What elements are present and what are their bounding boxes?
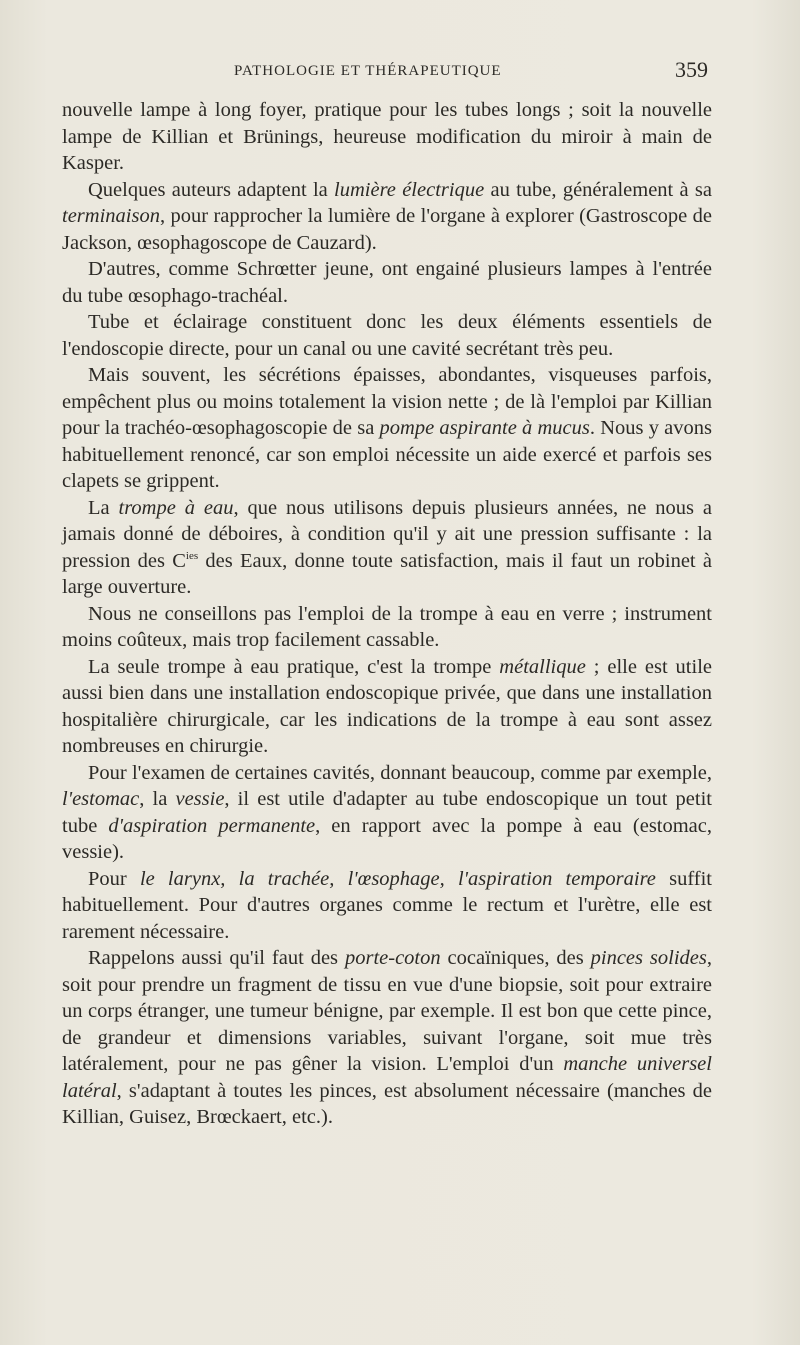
text-run: , il est utile d'adapter au tube endoscopique un tout petit tube bbox=[62, 788, 712, 837]
italic-run: vessie bbox=[175, 788, 225, 810]
text-run: Pour bbox=[88, 867, 140, 890]
italic-run: pompe aspirante à mucus bbox=[379, 417, 590, 439]
text-run: , pour rapprocher la lumière de l'organe à explorer (Gastroscope de Jackson, œsophagoscope de Cauzard). bbox=[62, 205, 712, 254]
text-run: D'autres, comme Schrœtter jeune, ont engainé plusieurs lampes à l'entrée du tube œsophago-trachéal. bbox=[62, 258, 712, 307]
text-run: Pour l'examen de certaines cavités, donnant beaucoup, comme par exemple, bbox=[88, 761, 712, 784]
italic-run: pinces solides bbox=[590, 947, 707, 969]
paragraph bbox=[62, 601, 712, 654]
body-text bbox=[62, 97, 712, 1131]
paragraph bbox=[62, 362, 712, 495]
paragraph bbox=[62, 256, 712, 309]
text-run: au tube, généralement à sa bbox=[484, 178, 713, 201]
page-number: 359 bbox=[675, 57, 708, 82]
paragraph bbox=[62, 866, 712, 946]
italic-run: d'aspiration permanente bbox=[108, 814, 316, 837]
text-run: La bbox=[88, 496, 119, 519]
text-run: Quelques auteurs adaptent la bbox=[88, 178, 335, 201]
italic-run: trompe à eau bbox=[118, 496, 234, 519]
italic-run: l'estomac bbox=[62, 788, 140, 810]
italic-run: lumière électrique bbox=[334, 178, 485, 201]
text-run: , que nous utilisons depuis plusieurs années, ne nous a jamais donné de déboires, à condition qu'il y ait une pression suffisante : la pression des C bbox=[62, 496, 713, 572]
text-run: suffit habituellement. Pour d'autres organes comme le rectum et l'urètre, elle est rarement nécessaire. bbox=[62, 867, 712, 943]
text-run: ; elle est utile aussi bien dans une installation endoscopique privée, que dans une installation hospitalière chirurgicale, car les indications de la trompe à eau sont assez nombreuses en chirurgie. bbox=[62, 655, 712, 757]
paragraph bbox=[62, 309, 712, 362]
text-run: , soit pour prendre un fragment de tissu en vue d'une biopsie, soit pour extraire un corps étranger, une tumeur bénigne, par exemple. Il est bon que cette pince, de grandeur et dimensions variables, suivant l'organe, soit mue très latéralement, pour ne pas gêner la vision. L'emploi d'un bbox=[62, 947, 712, 1075]
text-run: La seule trompe à eau pratique, c'est la trompe bbox=[88, 655, 500, 678]
paragraph bbox=[62, 945, 712, 1131]
italic-run: terminaison bbox=[62, 205, 160, 227]
paragraph bbox=[62, 97, 712, 177]
text-run: Rappelons aussi qu'il faut des bbox=[88, 947, 345, 969]
text-run: , s'adaptant à toutes les pinces, est absolument nécessaire (manches de Killian, Guisez, Brœckaert, etc.). bbox=[62, 1079, 712, 1128]
paragraph bbox=[62, 760, 712, 866]
italic-run: le larynx, la trachée, l'œsophage, l'aspiration temporaire bbox=[139, 867, 656, 890]
text-run: Nous ne conseillons pas l'emploi de la trompe à eau en verre ; instrument moins coûteux, mais trop facilement cassable. bbox=[62, 602, 712, 651]
text-run: des Eaux, donne toute satisfaction, mais il faut un robinet à large ouverture. bbox=[62, 549, 712, 598]
page-header bbox=[62, 57, 712, 87]
text-run: , en rapport avec la pompe à eau (estomac, vessie). bbox=[62, 814, 713, 863]
paragraph bbox=[62, 177, 712, 257]
italic-run: métallique bbox=[499, 655, 586, 678]
italic-run: manche universel latéral bbox=[62, 1053, 712, 1102]
paragraph bbox=[62, 495, 712, 601]
text-run: Tube et éclairage constituent donc les deux éléments essentiels de l'endoscopie directe, pour un canal ou une cavité secrétant très peu. bbox=[62, 311, 712, 360]
paragraph bbox=[62, 654, 712, 760]
text-run: . Nous y avons habituellement renoncé, car son emploi nécessite un aide exercé et parfois ses clapets se grippent. bbox=[62, 417, 713, 492]
running-title: PATHOLOGIE ET THÉRAPEUTIQUE bbox=[234, 63, 502, 79]
text-run: , la bbox=[139, 788, 176, 810]
text-run: Mais souvent, les sécrétions épaisses, abondantes, visqueuses parfois, empêchent plus ou moins totalement la vision nette ; de là l'emploi par Killian pour la trachéo-œsophagoscopie de sa bbox=[62, 364, 712, 439]
text-run: cocaïniques, des bbox=[440, 947, 591, 969]
text-run: nouvelle lampe à long foyer, pratique pour les tubes longs ; soit la nouvelle lampe de Killian et Brünings, heureuse modification du miroir à main de Kasper. bbox=[62, 99, 712, 174]
superscript-run: ies bbox=[185, 549, 199, 562]
italic-run: porte-coton bbox=[344, 947, 441, 969]
